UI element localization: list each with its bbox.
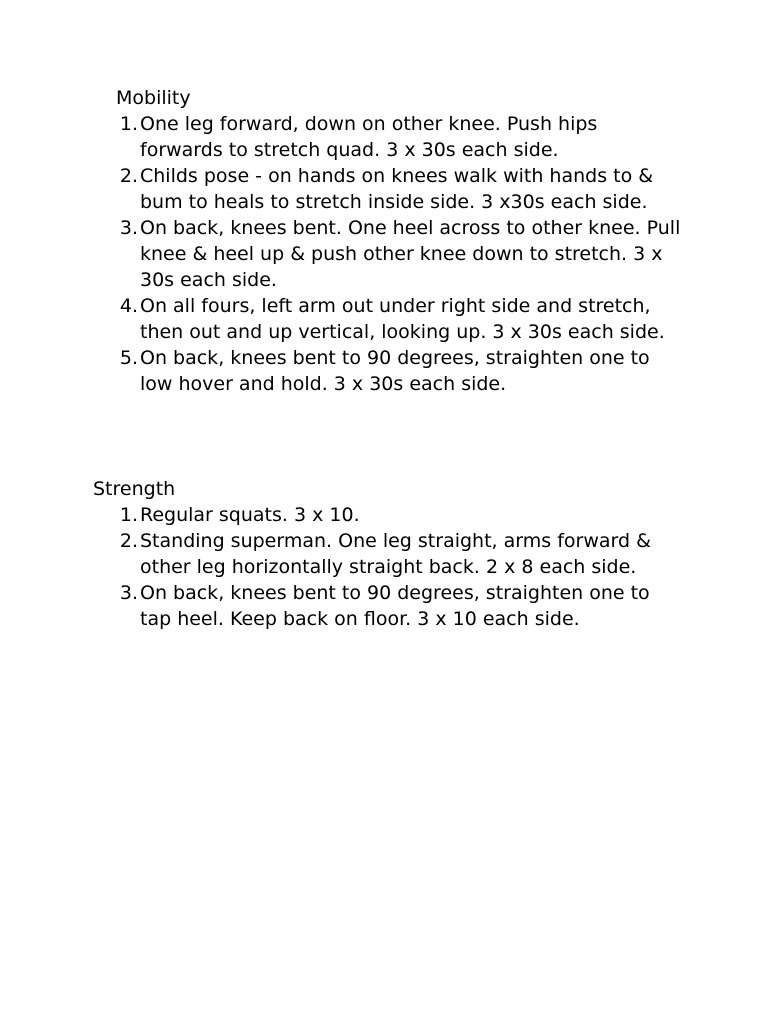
list-item <box>119 111 686 163</box>
list-item <box>119 580 686 632</box>
list-item <box>119 528 686 580</box>
list-item <box>119 293 686 345</box>
mobility-list <box>119 111 686 397</box>
list-item-number: 3. <box>119 217 138 239</box>
list-item <box>119 215 686 293</box>
list-item-text: On back, knees bent to 90 degrees, straighten one to tap heel. Keep back on floor. 3 x 10 each side. <box>140 582 650 630</box>
list-item-number: 1. <box>119 504 138 526</box>
list-item-number: 4. <box>119 295 138 317</box>
list-item-text: On all fours, left arm out under right side and stretch, then out and up vertical, looking up. 3 x 30s each side. <box>140 295 665 343</box>
list-item-number: 1. <box>119 113 138 135</box>
strength-heading: Strength <box>93 478 176 500</box>
list-item-number: 3. <box>119 582 138 604</box>
list-item-text: One leg forward, down on other knee. Push hips forwards to stretch quad. 3 x 30s each side. <box>140 113 598 161</box>
list-item <box>119 345 686 397</box>
list-item-text: On back, knees bent to 90 degrees, straighten one to low hover and hold. 3 x 30s each side. <box>140 347 650 395</box>
list-item-text: On back, knees bent. One heel across to other knee. Pull knee & heel up & push other knee down to stretch. 3 x 30s each side. <box>140 217 681 291</box>
strength-list <box>119 502 686 632</box>
list-item <box>119 502 686 528</box>
list-item-text: Regular squats. 3 x 10. <box>140 504 360 526</box>
mobility-heading: Mobility <box>116 87 191 109</box>
list-item <box>119 163 686 215</box>
list-item-number: 5. <box>119 347 138 369</box>
list-item-number: 2. <box>119 165 138 187</box>
list-item-number: 2. <box>119 530 138 552</box>
list-item-text: Childs pose - on hands on knees walk with hands to & bum to heals to stretch inside side. 3 x30s each side. <box>140 165 654 213</box>
list-item-text: Standing superman. One leg straight, arms forward & other leg horizontally straight back. 2 x 8 each side. <box>140 530 651 578</box>
